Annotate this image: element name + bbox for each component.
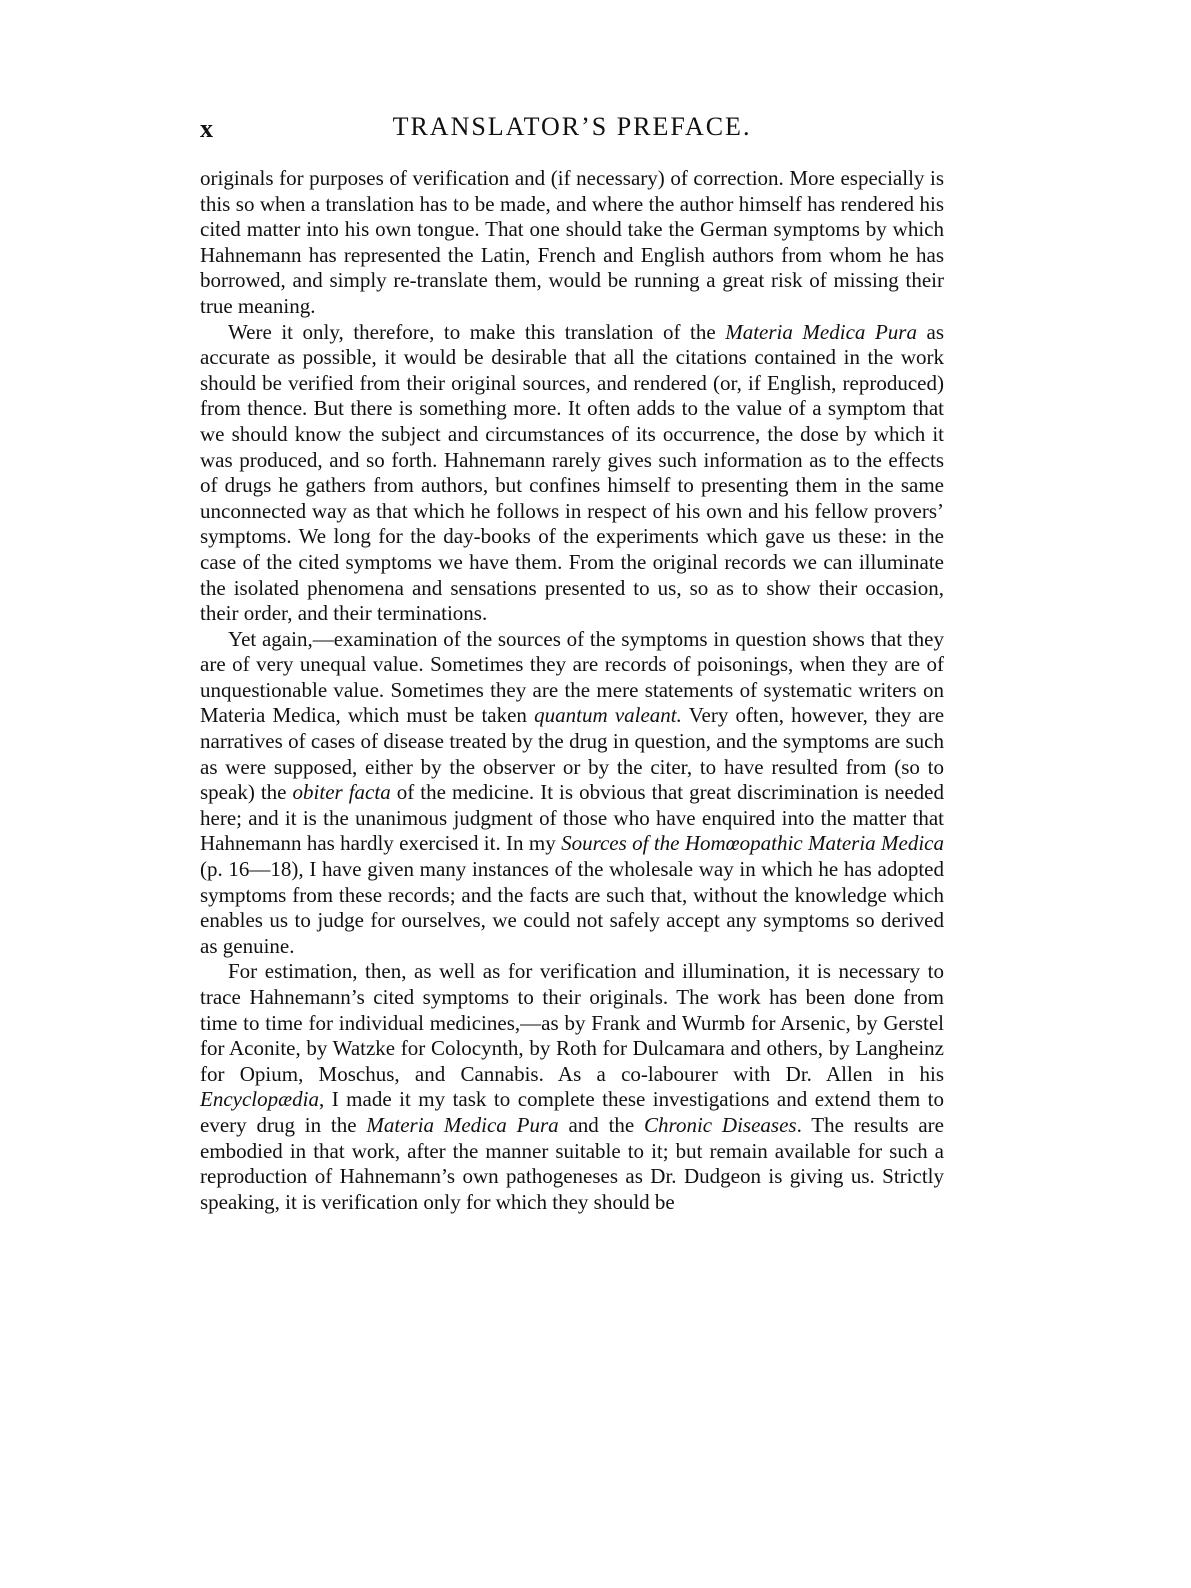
text-run: For estimation, then, as well as for verification and illumination, it is necessary to trace Hahnemann’s cited symptoms to their originals. The work has been done from time to time for individual medicines,—as by Frank and Wurmb for Arsenic, by Gerstel for Aconite, by Watzke for Colocynth, by Roth for Dulcamara and others, by Langheinz for Opium, Moschus, and Cannabis. As a co-labourer with Dr. Allen in his <box>200 959 944 1086</box>
italic-title: Sources of the Homœopathic Materia Medica <box>561 831 944 856</box>
text-run: . The results are embodied in that work, after the manner suitable to it; but remain available for such a reproduction of Hahnemann’s own pathogeneses as Dr. Dudgeon is giving us. Strictly speaking, it is verification only for which they should be <box>200 1112 944 1214</box>
text-run: , I made it my task to complete these investigations and extend them to every drug in the <box>200 1087 944 1137</box>
text-run: (p. 16—18), I have given many instances of the wholesale way in which he has adopted symptoms from these records; and the facts are such that, without the knowledge which enables us to judge for ourselves, we could not safely accept any symptoms so derived as genuine. <box>200 857 944 958</box>
running-title: TRANSLATOR’S PREFACE. <box>392 112 752 141</box>
paragraph <box>200 166 944 320</box>
italic-title: Chronic Diseases <box>644 1112 797 1137</box>
text-run: Were it only, therefore, to make this translation of the <box>228 319 726 344</box>
italic-title: Encyclopædia <box>200 1087 319 1112</box>
text-run: and the <box>558 1112 645 1137</box>
text-run: as accurate as possible, it would be desirable that all the citations contained in the work should be verified from their original sources, and rendered (or, if English, reproduced) from thence. But there is something more. It often adds to the value of a symptom that we should know the subject and circumstances of its occurrence, the dose by which it was produced, and so forth. Hahnemann rarely gives such information as to the effects of drugs he gathers from authors, but confines himself to presenting them in the same unconnected way as that which he follows in respect of his own and his fellow provers’ symptoms. We long for the day-books of the experiments which gave us these: in the case of the cited symptoms we have them. From the original records we can illuminate the isolated phenomena and sensations presented to us, so as to show their occasion, their order, and their terminations. <box>200 319 945 626</box>
paragraph <box>200 959 944 1215</box>
italic-phrase: obiter facta <box>292 780 391 805</box>
text-run: Very often, however, they are narratives of cases of disease treated by the drug in question, and the symptoms are such as were supposed, either by the observer or by the citer, to have resulted from (so to speak) the <box>200 703 945 805</box>
text-run: originals for purposes of verification and (if necessary) of correction. More especially is this so when a translation has to be made, and where the author himself has rendered his cited matter into his own tongue. That one should take the German symptoms by which Hahnemann has represented the Latin, French and English authors from whom he has borrowed, and simply re-translate them, would be running a great risk of missing their true meaning. <box>200 166 944 318</box>
page-header <box>200 108 944 148</box>
body-text <box>200 166 944 1215</box>
italic-phrase: quantum valeant. <box>534 703 682 728</box>
paragraph <box>200 627 944 960</box>
italic-title: Materia Medica Pura <box>366 1112 559 1137</box>
text-run: Yet again,—examination of the sources of the symptoms in question shows that they are of very unequal value. Sometimes they are records of poisonings, when they are of unquestionable value. Sometimes they are the mere statements of systematic writers on Materia Medica, which must be taken <box>200 626 944 728</box>
page-number: x <box>200 114 213 143</box>
text-run: of the medicine. It is obvious that great discrimination is needed here; and it is the unanimous judgment of those who have enquired into the matter that Hahnemann has hardly exercised it. In my <box>200 780 944 856</box>
paragraph <box>200 320 944 627</box>
italic-title: Materia Medica Pura <box>725 319 917 344</box>
